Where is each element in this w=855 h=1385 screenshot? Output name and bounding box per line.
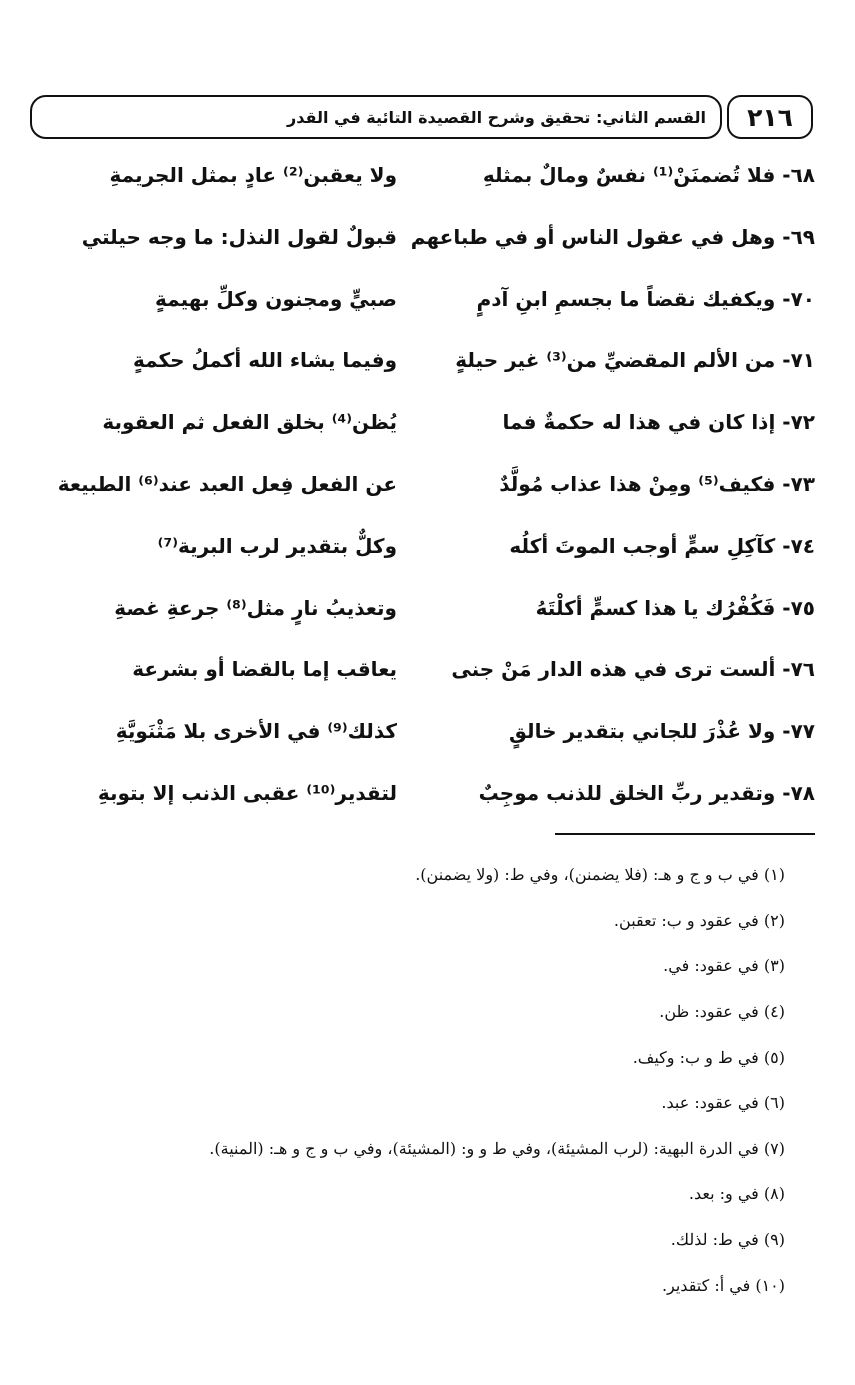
verse (30, 521, 815, 583)
verse-second-hemistich: وفيما يشاء الله أكملُ حكمةٍ (132, 348, 397, 373)
verse (30, 150, 815, 212)
verse-first-hemistich: ٧٠- ويكفيك نقضاً ما بجسمِ ابنِ آدمٍ (476, 286, 815, 311)
footnote: (٣) في عقود: في. (663, 956, 785, 976)
footnote: (٦) في عقود: عبد. (661, 1093, 785, 1113)
verse-first-hemistich: ٧٢- إذا كان في هذا له حكمةٌ فما (502, 410, 815, 435)
verse-first-hemistich: ٧٧- ولا عُذْرَ للجاني بتقدير خالقٍ (509, 719, 815, 744)
verse-first-hemistich: ٧٤- كآكِلِ سمٍّ أوجب الموتَ أكلُه (509, 533, 815, 558)
verse-second-hemistich: وتعذيبُ نارٍ مثل⁽⁸⁾ جرعةِ غصةِ (114, 595, 397, 620)
verse-first-hemistich: ٧٨- وتقدير ربِّ الخلق للذنب موجِبٌ (478, 780, 815, 805)
verse-second-hemistich: يُظن⁽⁴⁾ بخلق الفعل ثم العقوبة (102, 410, 397, 435)
footnote: (٤) في عقود: ظن. (659, 1002, 785, 1022)
verse-second-hemistich: ولا يعقبن⁽²⁾ عادٍ بمثل الجريمةِ (109, 163, 397, 187)
verse (30, 274, 815, 336)
verse (30, 459, 815, 521)
verse-first-hemistich: ٦٩- وهل في عقول الناس أو في طباعهم (410, 224, 815, 249)
verse (30, 644, 815, 706)
poem (30, 150, 815, 830)
running-title: القسم الثاني: تحقيق وشرح القصيدة التائية في القدر (30, 95, 722, 139)
verse (30, 706, 815, 768)
verse-second-hemistich: لتقدير⁽¹⁰⁾ عقبى الذنب إلا بتوبةِ (97, 780, 397, 805)
footnotes (105, 852, 785, 1308)
page-header (30, 95, 815, 141)
verse-second-hemistich: وكلٌّ بتقدير لرب البرية⁽⁷⁾ (157, 533, 397, 558)
verse-second-hemistich: صبيٍّ ومجنون وكلِّ بهيمةٍ (155, 286, 397, 311)
verse-second-hemistich: يعاقب إما بالقضا أو بشرعة (132, 657, 397, 682)
verse (30, 397, 815, 459)
verse (30, 335, 815, 397)
verse-second-hemistich: كذلك⁽⁹⁾ في الأخرى بلا مَثْنَويَّةِ (115, 719, 397, 744)
footnote: (٧) في الدرة البهية: (لرب المشيئة)، وفي ط و و: (المشيئة)، وفي ب و ج و هـ: (المنية). (209, 1138, 785, 1158)
verse-first-hemistich: ٧٣- فكيف⁽⁵⁾ ومِنْ هذا عذاب مُولَّدٌ (499, 471, 815, 496)
verse-first-hemistich: ٧٦- ألست ترى في هذه الدار مَنْ جنى (451, 657, 815, 682)
verse (30, 583, 815, 645)
verse-first-hemistich: ٦٨- فلا تُضمنَنْ⁽¹⁾ نفسٌ ومالٌ بمثلهِ (482, 163, 815, 187)
verse-second-hemistich: عن الفعل فِعل العبد عند⁽⁶⁾ الطبيعة (57, 471, 397, 496)
footnote: (١) في ب و ج و هـ: (فلا يضمنن)، وفي ط: (ولا يضمنن). (415, 865, 785, 885)
verse-first-hemistich: ٧١- من الألم المقضيِّ من⁽³⁾ غير حيلةٍ (455, 348, 815, 373)
footnote: (٥) في ط و ب: وكيف. (632, 1047, 785, 1067)
footnote: (٩) في ط: لذلك. (670, 1230, 785, 1250)
verse-first-hemistich: ٧٥- فَكُفْرُك يا هذا كسمٍّ أكلْتَهُ (535, 595, 815, 620)
footnote: (٨) في و: بعد. (688, 1184, 785, 1204)
footnote-divider (555, 833, 815, 835)
footnote: (١٠) في أ: كتقدير. (661, 1275, 785, 1295)
page-number: ٢١٦ (727, 95, 813, 139)
verse-second-hemistich: قبولٌ لقول النذل: ما وجه حيلتي (81, 224, 397, 249)
footnote: (٢) في عقود و ب: تعقبن. (613, 910, 785, 930)
verse (30, 768, 815, 830)
verse (30, 212, 815, 274)
